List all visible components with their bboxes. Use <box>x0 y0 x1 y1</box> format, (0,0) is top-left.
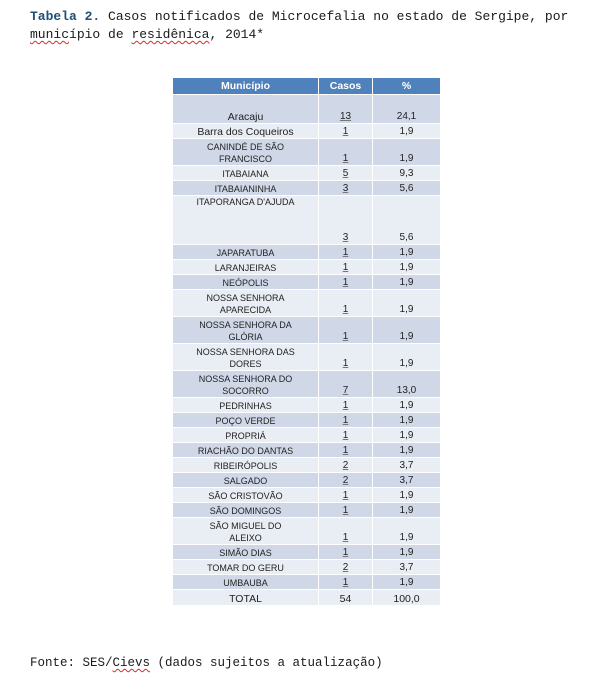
cell-percent: 1,9 <box>373 139 441 166</box>
table-row <box>173 181 441 196</box>
cell-casos <box>319 488 373 503</box>
table-row <box>173 371 441 398</box>
table-row <box>173 196 441 245</box>
cell-municipio: RIBEIRÓPOLIS <box>173 458 319 473</box>
table-row <box>173 124 441 139</box>
cell-casos <box>319 428 373 443</box>
cell-percent: 1,9 <box>373 260 441 275</box>
cell-casos-value: 54 <box>339 593 352 605</box>
cell-casos-value: 1 <box>342 445 349 456</box>
header-casos: Casos <box>319 78 373 95</box>
cell-percent: 24,1 <box>373 95 441 124</box>
table-row <box>173 560 441 575</box>
table-row <box>173 428 441 443</box>
cell-percent: 5,6 <box>373 181 441 196</box>
cell-casos-value: 1 <box>342 304 349 315</box>
cell-municipio: ITABAIANINHA <box>173 181 319 196</box>
table-row <box>173 443 441 458</box>
cell-municipio: NOSSA SENHORA DA GLÓRIA <box>173 317 319 344</box>
microcefalia-table <box>172 77 441 606</box>
table-row <box>173 260 441 275</box>
table-row <box>173 245 441 260</box>
cell-percent: 1,9 <box>373 488 441 503</box>
cell-municipio: SALGADO <box>173 473 319 488</box>
cell-casos <box>319 590 373 606</box>
cell-casos-value: 2 <box>342 460 349 471</box>
cell-casos <box>319 518 373 545</box>
cell-casos <box>319 458 373 473</box>
table-row <box>173 518 441 545</box>
cell-municipio: LARANJEIRAS <box>173 260 319 275</box>
cell-casos <box>319 260 373 275</box>
table-row <box>173 166 441 181</box>
cell-casos <box>319 371 373 398</box>
footnote-text-c: (dados sujeitos a atualização) <box>150 656 383 670</box>
cell-casos-value: 2 <box>342 562 349 573</box>
cell-casos-value: 2 <box>342 475 349 486</box>
cell-municipio: NEÓPOLIS <box>173 275 319 290</box>
table-row <box>173 139 441 166</box>
caption-line-2 <box>30 26 600 44</box>
table-row <box>173 413 441 428</box>
footnote-text-b: Cievs <box>112 656 151 670</box>
cell-municipio: TOTAL <box>173 590 319 606</box>
cell-municipio: ITAPORANGA D'AJUDA <box>173 196 319 245</box>
cell-municipio: SÃO DOMINGOS <box>173 503 319 518</box>
caption-text-2e: , 2014* <box>209 27 265 42</box>
caption-text-2b: ípio <box>69 27 101 42</box>
table-row <box>173 290 441 317</box>
cell-casos <box>319 560 373 575</box>
cell-percent: 1,9 <box>373 575 441 590</box>
cell-casos <box>319 166 373 181</box>
cell-municipio: SÃO CRISTOVÃO <box>173 488 319 503</box>
source-footnote <box>30 656 383 670</box>
cell-casos-value: 1 <box>342 415 349 426</box>
caption-text-2c: de <box>100 27 132 42</box>
cell-casos-value: 1 <box>342 262 349 273</box>
cell-casos-value: 13 <box>339 111 352 122</box>
caption-text-2d: residênica <box>131 27 210 42</box>
cell-municipio: Aracaju <box>173 95 319 124</box>
cell-casos-value: 3 <box>342 232 349 243</box>
cell-casos <box>319 196 373 245</box>
cell-percent: 1,9 <box>373 503 441 518</box>
cell-casos-value: 3 <box>342 183 349 194</box>
cell-percent: 9,3 <box>373 166 441 181</box>
cell-percent: 1,9 <box>373 317 441 344</box>
cell-percent: 1,9 <box>373 290 441 317</box>
cell-casos <box>319 139 373 166</box>
cell-municipio: Barra dos Coqueiros <box>173 124 319 139</box>
cell-casos-value: 1 <box>342 430 349 441</box>
table-row <box>173 317 441 344</box>
cell-casos-value: 1 <box>342 532 349 543</box>
cell-casos <box>319 545 373 560</box>
cell-casos <box>319 181 373 196</box>
cell-casos-value: 1 <box>342 331 349 342</box>
cell-casos <box>319 124 373 139</box>
table-header-row <box>173 78 441 95</box>
caption-text-2a: munic <box>30 27 70 42</box>
cell-percent: 1,9 <box>373 275 441 290</box>
table-row <box>173 488 441 503</box>
cell-casos <box>319 443 373 458</box>
table-row <box>173 275 441 290</box>
cell-casos <box>319 317 373 344</box>
table-row <box>173 344 441 371</box>
cell-percent: 1,9 <box>373 398 441 413</box>
cell-municipio: PROPRIÁ <box>173 428 319 443</box>
cell-municipio: UMBAUBA <box>173 575 319 590</box>
header-municipio: Município <box>173 78 319 95</box>
cell-municipio: JAPARATUBA <box>173 245 319 260</box>
cell-casos <box>319 503 373 518</box>
cell-casos-value: 1 <box>342 126 349 137</box>
table-total-row <box>173 590 441 606</box>
cell-percent: 3,7 <box>373 458 441 473</box>
cell-casos <box>319 344 373 371</box>
cell-casos <box>319 275 373 290</box>
cell-percent: 1,9 <box>373 344 441 371</box>
cell-percent: 13,0 <box>373 371 441 398</box>
cell-casos <box>319 245 373 260</box>
cell-casos-value: 1 <box>342 153 349 164</box>
cell-casos-value: 5 <box>342 168 349 179</box>
cell-casos-value: 1 <box>342 277 349 288</box>
table-body <box>173 95 441 606</box>
cell-casos <box>319 413 373 428</box>
table-row <box>173 545 441 560</box>
cell-percent: 5,6 <box>373 196 441 245</box>
cell-casos <box>319 473 373 488</box>
caption-text-1: Casos notificados de Microcefalia no estado de Sergipe, por <box>100 9 569 24</box>
cell-percent: 3,7 <box>373 560 441 575</box>
cell-municipio: SIMÃO DIAS <box>173 545 319 560</box>
cell-percent: 1,9 <box>373 124 441 139</box>
cell-percent: 1,9 <box>373 413 441 428</box>
cell-casos-value: 1 <box>342 505 349 516</box>
cell-casos <box>319 575 373 590</box>
cell-municipio: CANINDÉ DE SÃO FRANCISCO <box>173 139 319 166</box>
cell-percent: 1,9 <box>373 428 441 443</box>
cell-casos-value: 7 <box>342 385 349 396</box>
cell-casos <box>319 290 373 317</box>
table-caption <box>30 8 600 44</box>
header-percent: % <box>373 78 441 95</box>
table-row <box>173 95 441 124</box>
cell-municipio: NOSSA SENHORA DO SOCORRO <box>173 371 319 398</box>
cell-municipio: RIACHÃO DO DANTAS <box>173 443 319 458</box>
cell-percent: 1,9 <box>373 245 441 260</box>
cell-casos-value: 1 <box>342 547 349 558</box>
cell-percent: 1,9 <box>373 443 441 458</box>
footnote-text-a: Fonte: SES/ <box>30 656 113 670</box>
cell-casos-value: 1 <box>342 247 349 258</box>
table-row <box>173 398 441 413</box>
cell-municipio: PEDRINHAS <box>173 398 319 413</box>
cell-percent: 1,9 <box>373 545 441 560</box>
cell-municipio: NOSSA SENHORA APARECIDA <box>173 290 319 317</box>
cell-casos-value: 1 <box>342 358 349 369</box>
cell-municipio: NOSSA SENHORA DAS DORES <box>173 344 319 371</box>
table-row <box>173 458 441 473</box>
cell-percent: 100,0 <box>373 590 441 606</box>
cell-municipio: SÃO MIGUEL DO ALEIXO <box>173 518 319 545</box>
table-row <box>173 473 441 488</box>
cell-casos-value: 1 <box>342 577 349 588</box>
cell-casos-value: 1 <box>342 490 349 501</box>
caption-line-1 <box>30 8 600 26</box>
cell-casos <box>319 95 373 124</box>
cell-percent: 3,7 <box>373 473 441 488</box>
caption-label: Tabela 2. <box>30 9 101 24</box>
cell-municipio: TOMAR DO GERU <box>173 560 319 575</box>
table-row <box>173 503 441 518</box>
cell-municipio: POÇO VERDE <box>173 413 319 428</box>
cell-casos <box>319 398 373 413</box>
cell-percent: 1,9 <box>373 518 441 545</box>
cell-municipio: ITABAIANA <box>173 166 319 181</box>
cell-casos-value: 1 <box>342 400 349 411</box>
table-row <box>173 575 441 590</box>
